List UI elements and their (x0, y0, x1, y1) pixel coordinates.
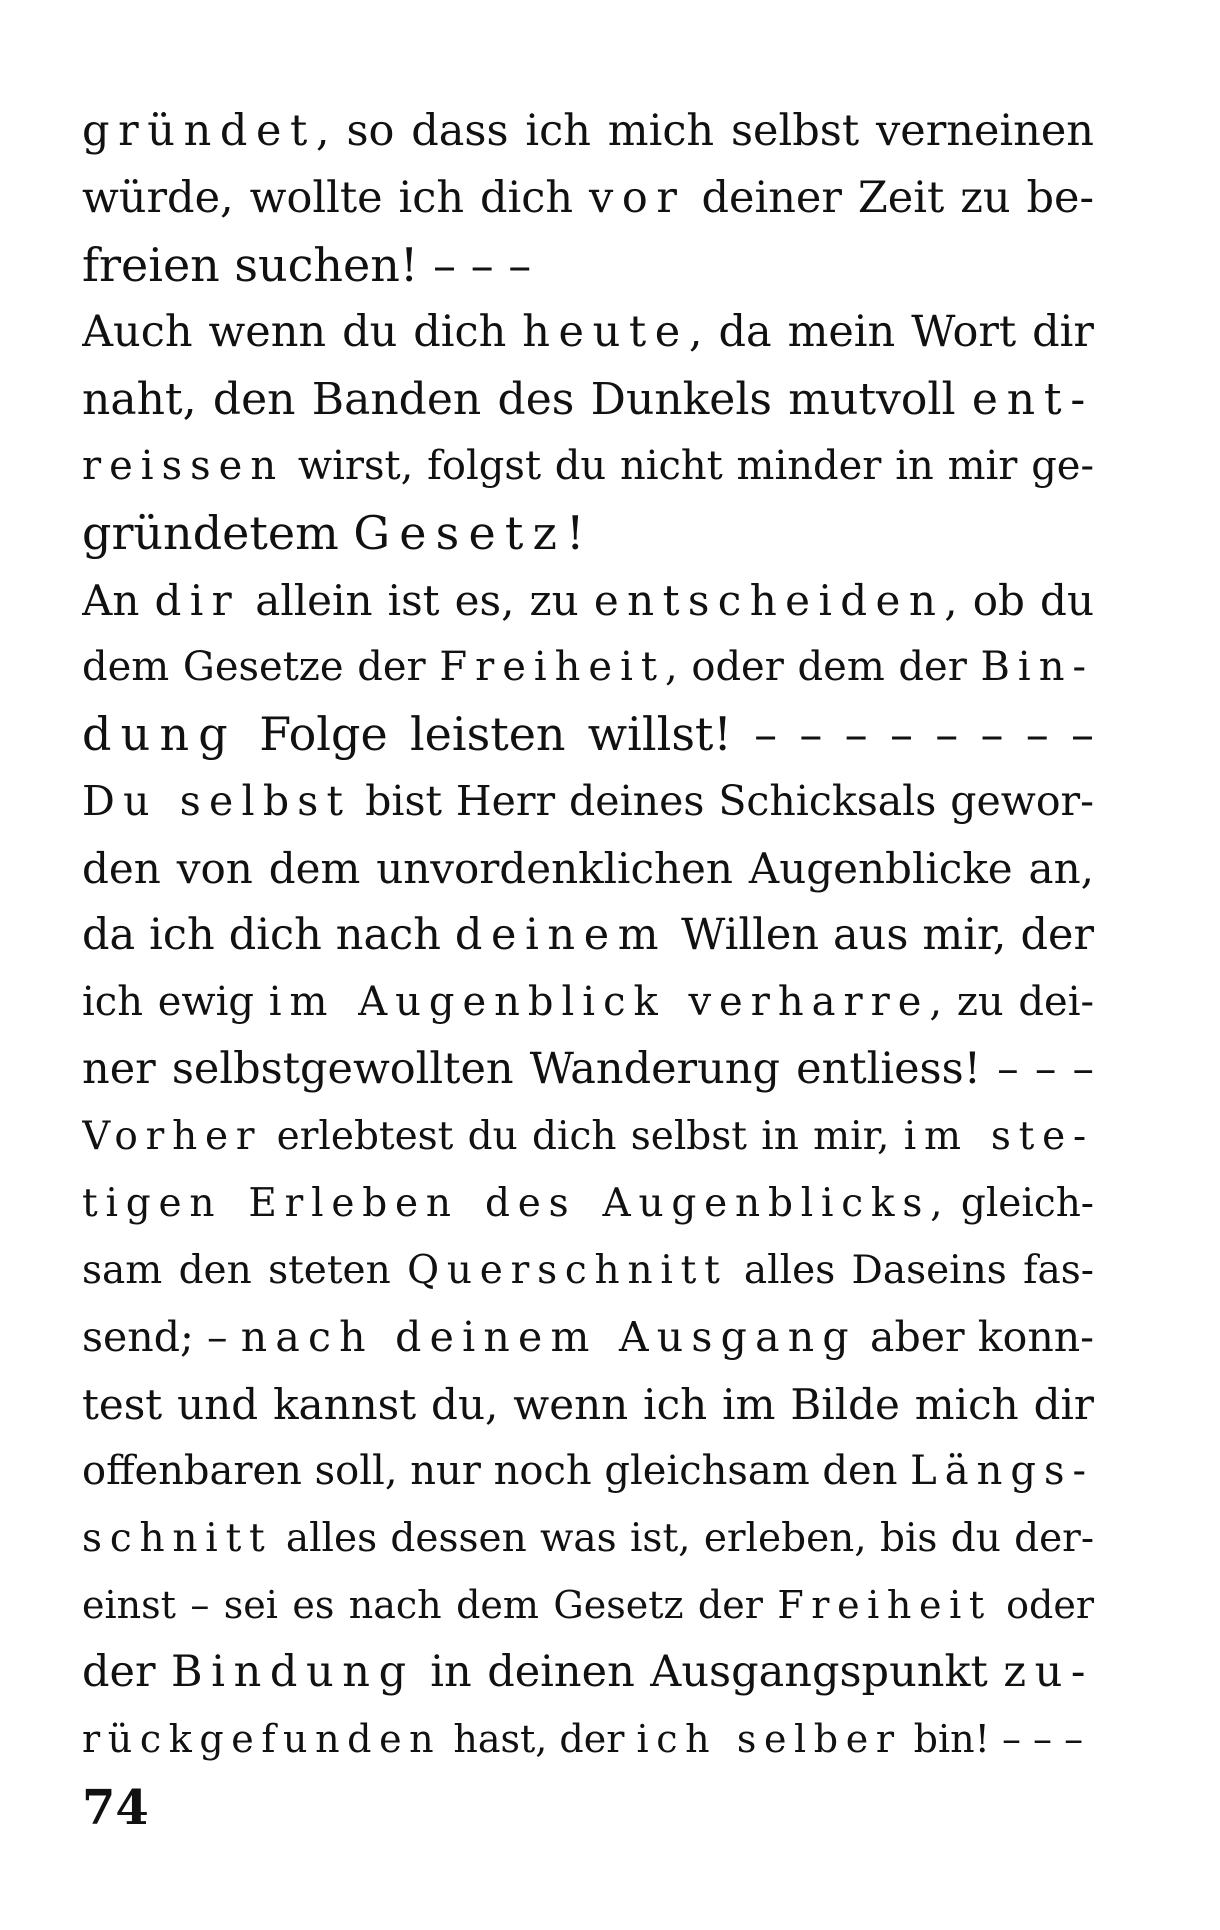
spaced-emphasis: ich selber (636, 1717, 902, 1761)
spaced-emphasis: dir (154, 576, 241, 625)
spaced-emphasis: heute (522, 307, 689, 357)
spaced-emphasis: Gesetz (353, 506, 567, 560)
text-run: bin! – – – (901, 1717, 1084, 1761)
text-run: offenbaren soll, nur noch gleichsam den (82, 1448, 911, 1494)
spaced-emphasis: Freiheit (439, 644, 665, 690)
text-run: gründetem (82, 506, 354, 560)
text-line (82, 1706, 1094, 1773)
spaced-emphasis: vor (589, 173, 686, 223)
spaced-emphasis: reissen (82, 443, 285, 489)
text-line (82, 701, 1094, 768)
text-run: sam den steten (82, 1248, 408, 1293)
text-line (82, 98, 1094, 165)
text-line (82, 1505, 1094, 1572)
text-line (82, 165, 1094, 232)
spaced-emphasis: deinem (454, 910, 668, 960)
text-line (82, 634, 1094, 701)
text-run: bist Herr deines Schicksals gewor- (351, 777, 1094, 825)
text-line (82, 835, 1094, 902)
spaced-emphasis: Bin- (980, 644, 1094, 690)
text-line (82, 1572, 1094, 1639)
text-line (82, 567, 1094, 634)
text-run: der (82, 1647, 172, 1697)
spaced-emphasis: Querschnitt (407, 1248, 728, 1293)
text-line (82, 366, 1094, 433)
spaced-emphasis: im ste- (903, 1114, 1094, 1159)
spaced-emphasis: Vorher (82, 1114, 263, 1159)
text-run: hast, der (441, 1717, 637, 1761)
text-run: wirst, folgst du nicht minder in mir ge- (284, 443, 1094, 489)
text-run: deiner Zeit zu be- (685, 173, 1094, 223)
text-run: test und kannst du, wenn ich im Bilde mich dir (82, 1380, 1094, 1429)
text-run: würde, wollte ich dich (82, 173, 590, 223)
text-run: send; – (82, 1313, 241, 1361)
text-run: , so dass ich mich selbst verneinen (315, 106, 1094, 156)
text-line (82, 1639, 1094, 1706)
text-run: Folge leisten willst! – – – – – – – – (236, 707, 1094, 761)
text-run: einst – sei es nach dem Gesetz der (82, 1583, 778, 1627)
spaced-emphasis: gründet (82, 106, 316, 156)
spaced-emphasis: ent- (971, 374, 1094, 425)
text-run: , ob du (944, 576, 1094, 625)
spaced-emphasis: schnitt (82, 1516, 273, 1561)
spaced-emphasis: Längs- (910, 1448, 1094, 1494)
text-line (82, 1103, 1094, 1170)
spaced-emphasis: nach deinem Ausgang (240, 1313, 857, 1361)
text-line (82, 768, 1094, 835)
text-run: ich ewig (82, 979, 269, 1025)
text-run: erlebtest du dich selbst in mir, (262, 1114, 904, 1159)
text-run: den von dem unvordenklichen Augenblicke an, (82, 844, 1094, 893)
spaced-emphasis: zu- (1003, 1647, 1094, 1697)
text-line (82, 969, 1094, 1036)
spaced-emphasis: Freiheit (777, 1583, 992, 1627)
text-run: naht, den Banden des Dunkels mutvoll (82, 374, 972, 425)
text-run: alles Daseins fas- (727, 1248, 1094, 1293)
text-run: dem Gesetze der (82, 644, 440, 690)
text-run: freien suchen! – – – (82, 238, 532, 292)
text-line (82, 1170, 1094, 1237)
text-line (82, 500, 1094, 567)
text-line (82, 1304, 1094, 1371)
spaced-emphasis: tigen Erleben des Augenblicks (82, 1181, 931, 1226)
body-text (82, 98, 1094, 1773)
text-run: allein ist es, zu (240, 576, 594, 625)
text-line (82, 1371, 1094, 1438)
text-line (82, 232, 1094, 299)
text-run: , oder dem der (664, 644, 981, 690)
text-line (82, 902, 1094, 969)
text-run: An (82, 576, 155, 625)
text-run: in deinen Ausgangspunkt (414, 1647, 1004, 1697)
text-run: Auch wenn du dich (82, 307, 523, 357)
text-run: , gleich- (930, 1181, 1094, 1226)
text-run: ner selbstgewollten Wanderung entliess! – – – (82, 1044, 1094, 1094)
text-line (82, 299, 1094, 366)
spaced-emphasis: rückgefunden (82, 1717, 442, 1761)
spaced-emphasis: Du selbst (82, 777, 352, 825)
text-run: ! (566, 506, 585, 560)
text-line (82, 1237, 1094, 1304)
text-line (82, 1036, 1094, 1103)
spaced-emphasis: entscheiden (593, 576, 945, 625)
text-run: alles dessen was ist, erleben, bis du der- (272, 1516, 1094, 1561)
text-run: oder (991, 1583, 1094, 1627)
spaced-emphasis: im Augenblick verharre (268, 979, 930, 1025)
text-run: aber konn- (856, 1313, 1094, 1361)
spaced-emphasis: dung (82, 707, 237, 761)
text-run: , zu dei- (929, 979, 1094, 1025)
spaced-emphasis: Bindung (171, 1647, 415, 1697)
text-run: da ich dich nach (82, 910, 455, 960)
text-run: Willen aus mir, der (667, 910, 1094, 960)
text-run: , da mein Wort dir (688, 307, 1094, 357)
text-line (82, 433, 1094, 500)
text-line (82, 1438, 1094, 1505)
page-number: 74 (82, 1780, 149, 1836)
